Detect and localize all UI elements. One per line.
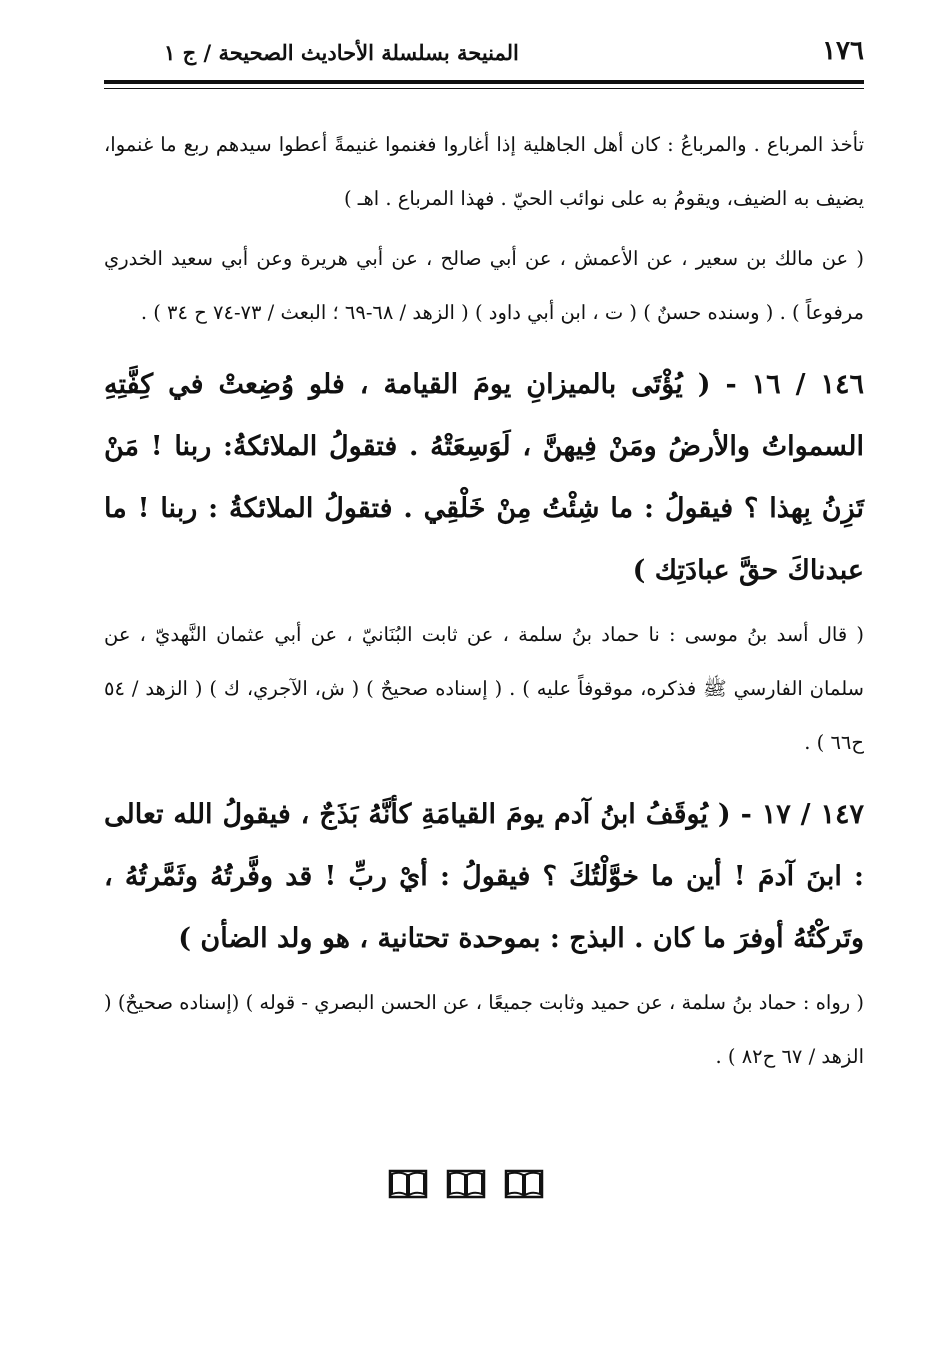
running-title: المنيحة بسلسلة الأحاديث الصحيحة / ج ١ [164,40,519,65]
page-header [104,34,864,74]
header-rule-thin [104,88,864,89]
header-rule-thick [104,80,864,84]
hadith-147: ١٤٧ / ١٧ - ( يُوقَفُ ابنُ آدم يومَ القيامَةِ كأنَّهُ بَذَجٌ ، فيقولُ الله تعالى : ابنَ آدمَ ! أين ما خوَّلْتُكَ ؟ فيقولُ : أيْ ربِّ ! قد وفَّرتُهُ وثَمَّرتُهُ ، وتَركْتُهُ أوفرَ ما كان . البذج : بموحدة تحتانية ، هو ولد الضأن ) [104,799,864,954]
open-book-icon [388,1168,428,1200]
open-book-icon [504,1168,544,1200]
section-end-ornaments [0,1168,932,1200]
commentary-paragraph: تأخذ المرباع . والمرباعُ : كان أهل الجاهلية إذا أغاروا فغنموا غنيمةً أعطوا سيدهم ربع ما غنموا، يضيف به الضيف، ويقومُ به على نوائب الحيّ . فهذا المرباع . اهـ ) [104,133,864,210]
isnad-paragraph: ( عن مالك بن سعير ، عن الأعمش ، عن أبي صالح ، عن أبي هريرة وعن أبي سعيد الخدري مرفوعاً ) . ( وسنده حسنٌ ) ( ت ، ابن أبي داود ) ( الزهد / ٦٨-٦٩ ؛ البعث / ٧٣-٧٤ ح ٣٤ ) . [104,247,864,324]
open-book-icon [446,1168,486,1200]
isnad-paragraph: ( قال أسد بنُ موسى : نا حماد بنُ سلمة ، عن ثابت البُنَانيّ ، عن أبي عثمان النَّهديّ ، عن سلمان الفارسي ﷺ فذكره، موقوفاً عليه ) . ( إسناده صحيحٌ ) ( ش، الآجري، ك ) ( الزهد / ٥٤ ح٦٦ ) . [104,623,864,754]
page-number: ١٧٦ [822,36,864,66]
hadith-146: ١٤٦ / ١٦ - ( يُؤْتَى بالميزانِ يومَ القيامة ، فلو وُضِعتْ في كِفَّتِهِ السمواتُ والأرضُ ومَنْ فِيهنَّ ، لَوَسِعَتْهُ . فتقولُ الملائكةُ: ربنا ! مَنْ تَزِنُ بِهذا ؟ فيقولُ : ما شِئْتُ مِنْ خَلْقِي . فتقولُ الملائكةُ : ربنا ! ما عبدناكَ حقَّ عبادَتِك ) [104,369,864,586]
isnad-paragraph: ( رواه : حماد بنُ سلمة ، عن حميد وثابت جميعًا ، عن الحسن البصري - قوله ) (إسناده صحيحٌ) ( الزهد / ٦٧ ح٨٢ ) . [104,991,864,1068]
main-content [104,118,864,1084]
